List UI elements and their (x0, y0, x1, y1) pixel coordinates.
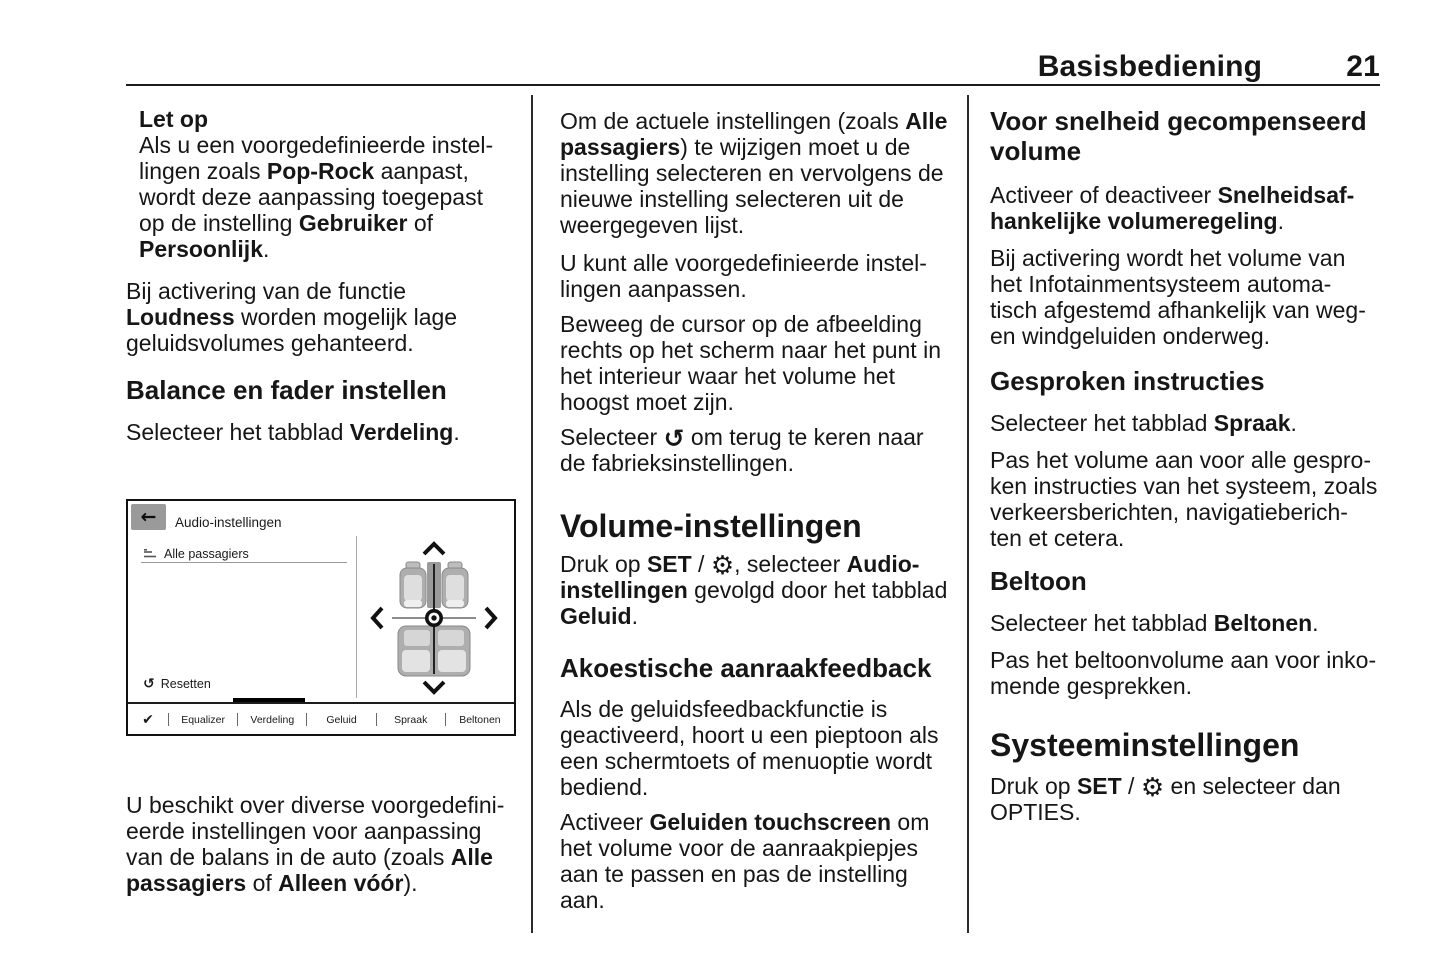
heading-balance-fader: Balance en fader instellen (126, 375, 447, 405)
paragraph-presets: U beschikt over diverse voorgedefini- eerde instellingen voor aanpassing van de balans in de auto (zoals Alle passagiers of Alleen vóór). (126, 792, 505, 896)
reset-icon: ↺ (663, 424, 685, 453)
back-button (131, 504, 166, 530)
note-title: Let op (139, 106, 208, 132)
paragraph-touch-sounds: Activeer Geluiden touchscreen om het volume voor de aanraakpiepjes aan te passen en pas de instelling aan. (560, 809, 930, 913)
heading-volume-settings: Volume-instellingen (560, 508, 862, 544)
preset-underline (141, 562, 347, 563)
paragraph-change-setting: Om de actuele instellingen (zoals Alle passagiers) te wijzigen moet u de instelling selecteren en vervolgens de nieuwe instelling selecteren uit de weergegeven lijst. (560, 108, 948, 238)
down-chevron-icon (424, 682, 444, 692)
reset-button (143, 671, 211, 697)
page-title: Basisbediening (1037, 50, 1263, 83)
paragraph-beep: Als de geluidsfeedbackfunctie is geactiveerd, hoort u een pieptoon als een schermtoets of menuoptie wordt bediend. (560, 696, 939, 800)
balance-cursor (425, 609, 443, 627)
page-number: 21 (1346, 50, 1380, 83)
paragraph-spoken-volume: Pas het volume aan voor alle gespro- ken instructies van het systeem, zoals verkeersberichten, navigatieberich- ten et cetera. (990, 447, 1378, 551)
heading-system-settings: Systeeminstellingen (990, 727, 1300, 763)
paragraph-speed-activate: Activeer of deactiveer Snelheidsaf- hankelijke volumeregeling. (990, 182, 1355, 234)
paragraph-ringtone-volume: Pas het beltoonvolume aan voor inko- mende gesprekken. (990, 647, 1377, 699)
column-1 (126, 0, 526, 896)
preset-row (143, 541, 249, 567)
back-arrow-icon: ← (140, 506, 157, 528)
preset-label: Alle passagiers (164, 547, 249, 561)
gear-icon: ⚙ (1140, 773, 1165, 803)
heading-touch-feedback: Akoestische aanraakfeedback (560, 653, 932, 683)
heading-spoken-instructions: Gesproken instructies (990, 366, 1265, 396)
paragraph-move-cursor: Beweeg de cursor op de afbeelding rechts op het scherm naar het punt in het interieur waar het volume het hoogst moet zijn. (560, 311, 941, 415)
preset-list-icon (143, 549, 157, 560)
screen-title: Audio-instellingen (175, 515, 282, 530)
paragraph-beltonen-tab: Selecteer het tabblad Beltonen. (990, 610, 1319, 636)
tab-spraak: Spraak (394, 713, 428, 726)
paragraph-spraak-tab: Selecteer het tabblad Spraak. (990, 410, 1297, 436)
note-body: Als u een voorgedefinieerde instel- lingen zoals Pop-Rock aanpast, wordt deze aanpassing toegepast op de instelling Gebruiker of Persoonlijk. (139, 132, 494, 262)
paragraph-loudness: Bij activering van de functie Loudness worden mogelijk lage geluidsvolumes gehanteerd. (126, 278, 458, 356)
tabbar-divider (128, 702, 514, 704)
seat-balance-graphic (354, 538, 514, 703)
front-left-seat (400, 562, 426, 608)
column-3 (990, 0, 1390, 825)
gear-icon: ⚙ (710, 551, 735, 581)
right-chevron-icon (486, 608, 495, 628)
left-chevron-icon (373, 608, 382, 628)
paragraph-opties: Druk op SET / ⚙ en selecteer dan OPTIES. (990, 773, 1341, 825)
heading-ringtone: Beltoon (990, 566, 1087, 596)
tab-beltonen: Beltonen (459, 713, 501, 726)
note-block (139, 106, 526, 262)
column-divider (531, 95, 533, 933)
reset-icon: ↺ (143, 676, 155, 692)
paragraph-set-audio: Druk op SET / ⚙, selecteer Audio- instellingen gevolgd door het tabblad Geluid. (560, 551, 948, 629)
tab-geluid: Geluid (326, 713, 357, 726)
paragraph-speed-describe: Bij activering wordt het volume van het Infotainmentsysteem automa- tisch afgestemd afhankelijk van weg- en windgeluiden onderweg. (990, 245, 1366, 349)
tab-bar (128, 705, 514, 734)
column-2 (560, 0, 960, 913)
column-divider (967, 95, 969, 933)
tab-verdeling: Verdeling (250, 713, 295, 726)
paragraph-verdeling: Selecteer het tabblad Verdeling. (126, 419, 460, 445)
paragraph-adjust-all: U kunt alle voorgedefinieerde instel- lingen aanpassen. (560, 250, 927, 302)
audio-settings-screenshot (126, 499, 516, 736)
tab-equalizer: Equalizer (181, 713, 225, 726)
front-right-seat (442, 562, 468, 608)
paragraph-factory-reset: Selecteer ↺ om terug te keren naar de fabrieksinstellingen. (560, 424, 924, 476)
up-chevron-icon (424, 544, 444, 554)
reset-label: Resetten (160, 677, 211, 691)
heading-speed-volume: Voor snelheid gecompenseerd volume (990, 106, 1367, 166)
confirm-check-icon: ✔ (142, 711, 154, 728)
